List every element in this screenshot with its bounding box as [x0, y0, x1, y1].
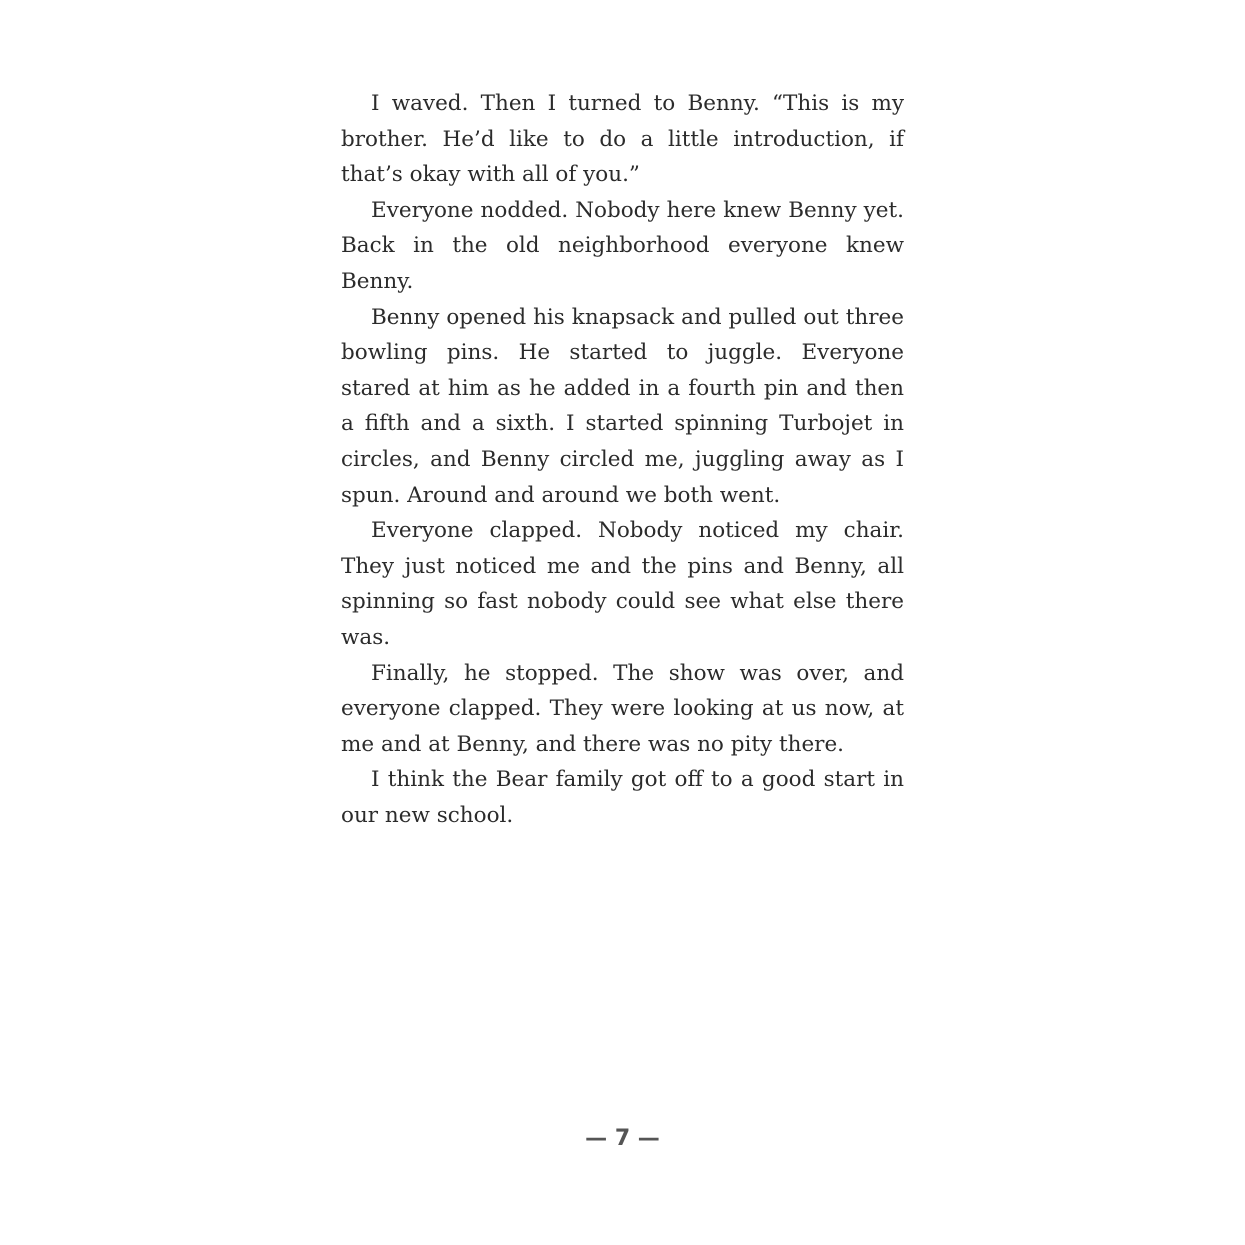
paragraph-6: I think the Bear family got off to a good start in our new school. [341, 767, 904, 828]
body-text [341, 86, 904, 833]
paragraph-2: Everyone nodded. Nobody here knew Benny yet. Back in the old neighborhood everyone knew Benny. [341, 197, 904, 294]
paragraph-4: Everyone clapped. Nobody noticed my chair. They just noticed me and the pins and Benny, all spinning so fast nobody could see what else there was. [341, 518, 904, 650]
paragraph-5: Finally, he stopped. The show was over, and everyone clapped. They were looking at us now, at me and at Benny, and there was no pity there. [341, 660, 904, 757]
page-number: — 7 — [585, 1126, 660, 1151]
paragraph-1: I waved. Then I turned to Benny. “This is my brother. He’d like to do a little introduction, if that’s okay with all of you.” [341, 91, 904, 188]
paragraph-3: Benny opened his knapsack and pulled out three bowling pins. He started to juggle. Everyone stared at him as he added in a fourth pin and then a fifth and a sixth. I started spinning Turbojet in circles, and Benny circled me, juggling away as I spun. Around and around we both went. [341, 304, 904, 508]
